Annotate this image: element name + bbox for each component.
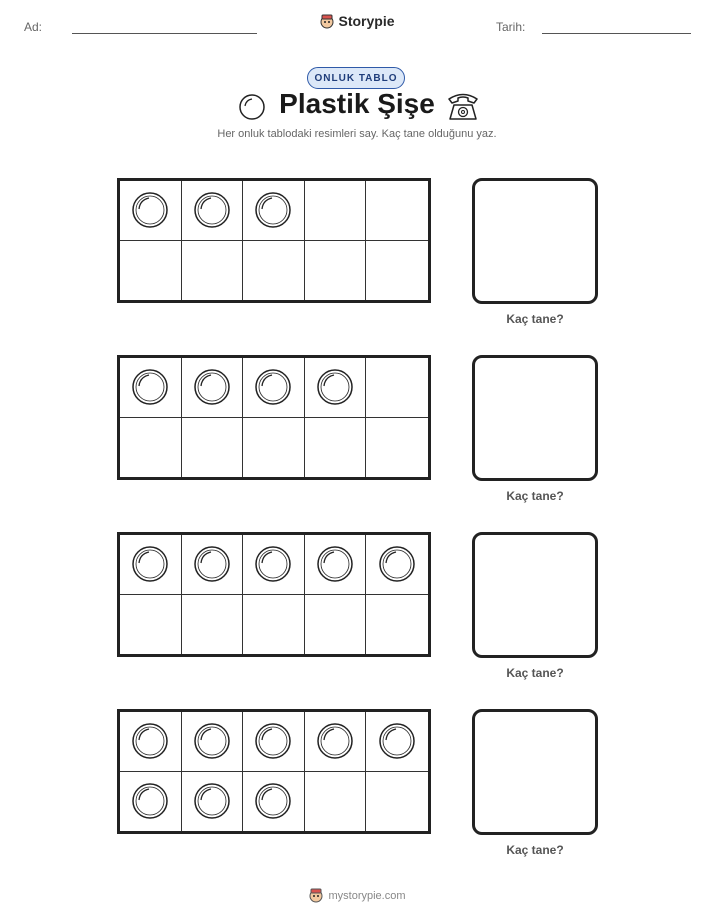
ten-frame-cell	[366, 712, 428, 772]
bottle-cap-icon	[192, 781, 232, 821]
bottle-cap-icon	[253, 544, 293, 584]
instructions: Her onluk tablodaki resimleri say. Kaç tane olduğunu yaz.	[217, 128, 497, 140]
bottle-cap-icon	[315, 367, 355, 407]
bottle-cap-icon	[130, 544, 170, 584]
name-label: Ad:	[24, 20, 43, 34]
answer-prompt-1: Kaç tane?	[506, 312, 564, 326]
bottle-cap-icon	[377, 544, 417, 584]
ten-frame-cell	[120, 535, 182, 595]
ten-frame-cell	[120, 241, 182, 301]
bottle-cap-icon	[130, 781, 170, 821]
ten-frame-cell	[243, 535, 305, 595]
ten-frame-cell	[243, 241, 305, 301]
ten-frame-cell	[182, 712, 244, 772]
answer-prompt-3: Kaç tane?	[506, 666, 564, 680]
ten-frame-cell	[366, 772, 428, 832]
ten-frame-cell	[366, 535, 428, 595]
ten-frame-cell	[243, 772, 305, 832]
answer-box-1[interactable]	[472, 178, 598, 304]
ten-frame-cell	[243, 358, 305, 418]
storypie-mascot-icon	[319, 13, 335, 32]
telephone-icon	[446, 90, 480, 127]
ten-frame-cell	[243, 595, 305, 655]
ten-frame-cell	[305, 772, 367, 832]
bottle-cap-icon	[192, 721, 232, 761]
ten-frame-3	[117, 532, 431, 657]
ten-frame-cell	[305, 535, 367, 595]
answer-box-2[interactable]	[472, 355, 598, 481]
ten-frame-2	[117, 355, 431, 480]
bottle-cap-icon	[253, 367, 293, 407]
bottle-cap-icon	[377, 721, 417, 761]
ten-frame-cell	[182, 181, 244, 241]
ten-frame-cell	[366, 418, 428, 478]
ten-frame-cell	[120, 181, 182, 241]
ten-frame-cell	[366, 181, 428, 241]
ten-frame-1	[117, 178, 431, 303]
ten-frame-cell	[120, 418, 182, 478]
bottle-cap-icon	[253, 190, 293, 230]
bottle-cap-icon	[315, 544, 355, 584]
bottle-cap-icon	[130, 367, 170, 407]
ten-frame-cell	[120, 358, 182, 418]
ten-frame-cell	[305, 181, 367, 241]
ten-frame-cell	[182, 595, 244, 655]
ten-frame-cell	[182, 772, 244, 832]
date-label: Tarih:	[496, 20, 526, 34]
footer-url: mystorypie.com	[328, 890, 406, 902]
ten-frame-4	[117, 709, 431, 834]
ten-frame-cell	[305, 418, 367, 478]
ten-frame-cell	[366, 241, 428, 301]
date-line[interactable]	[542, 33, 691, 34]
ten-frame-cell	[120, 712, 182, 772]
storypie-mascot-icon	[308, 887, 324, 906]
bottle-cap-icon	[130, 721, 170, 761]
ten-frame-cell	[305, 358, 367, 418]
answer-prompt-2: Kaç tane?	[506, 489, 564, 503]
ten-frame-cell	[366, 595, 428, 655]
ten-frame-cell	[243, 712, 305, 772]
page-title: Plastik Şişe	[279, 88, 435, 119]
answer-box-4[interactable]	[472, 709, 598, 835]
ten-frame-cell	[182, 358, 244, 418]
bottle-cap-icon	[192, 544, 232, 584]
bottle-cap-icon	[192, 367, 232, 407]
ten-frame-cell	[243, 418, 305, 478]
bottle-cap-icon	[130, 190, 170, 230]
ten-frame-cell	[120, 772, 182, 832]
worksheet-type-badge: ONLUK TABLO	[307, 67, 405, 89]
ten-frame-cell	[366, 358, 428, 418]
answer-box-3[interactable]	[472, 532, 598, 658]
ten-frame-cell	[305, 712, 367, 772]
brand-logo	[0, 13, 714, 32]
name-line[interactable]	[72, 33, 257, 34]
bottle-cap-icon	[253, 781, 293, 821]
ten-frame-cell	[305, 595, 367, 655]
ten-frame-cell	[243, 181, 305, 241]
ten-frame-cell	[120, 595, 182, 655]
ten-frame-cell	[305, 241, 367, 301]
ten-frame-cell	[182, 535, 244, 595]
ten-frame-cell	[182, 241, 244, 301]
brand-name: Storypie	[338, 13, 395, 29]
bottle-cap-icon	[253, 721, 293, 761]
footer	[0, 887, 714, 906]
bottle-cap-icon	[192, 190, 232, 230]
ten-frame-cell	[182, 418, 244, 478]
answer-prompt-4: Kaç tane?	[506, 843, 564, 857]
bottle-cap-icon	[315, 721, 355, 761]
